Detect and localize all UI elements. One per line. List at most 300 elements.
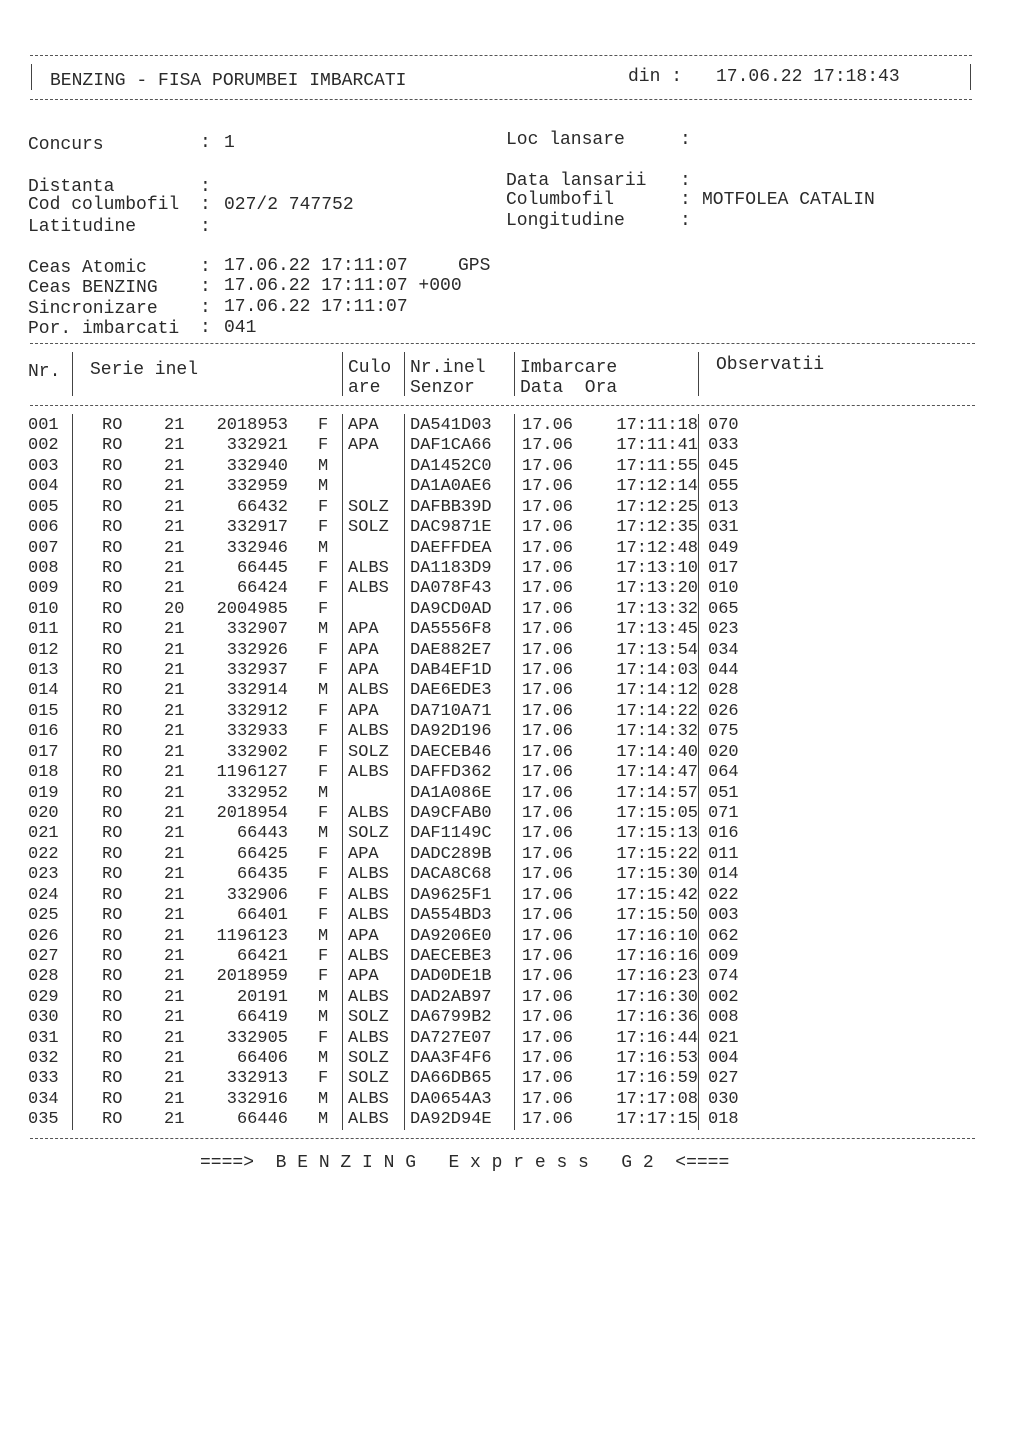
cell-time: 17:14:12 [616, 681, 698, 701]
cell-sex: M [318, 620, 329, 640]
cell-sensor: DAECEBE3 [410, 946, 492, 966]
cell-time: 17:15:22 [616, 844, 698, 864]
cell-time: 17:12:35 [616, 518, 698, 538]
table-row [28, 620, 978, 640]
cell-date: 17.06 [522, 416, 574, 435]
cell-year: 21 [164, 701, 185, 721]
cell-time: 17:13:10 [616, 558, 698, 578]
cell-time: 17:14:47 [616, 763, 698, 783]
cell-obs: 033 [708, 436, 739, 456]
cell-nr: 023 [28, 865, 59, 885]
cell-time: 17:14:03 [616, 661, 698, 681]
table-row [28, 457, 978, 477]
cell-country: RO [102, 783, 123, 803]
cell-date: 17.06 [522, 599, 574, 619]
cell-date: 17.06 [522, 885, 574, 905]
cell-country: RO [102, 620, 123, 640]
header-culoare-1: Culo [348, 358, 392, 378]
cell-country: RO [102, 1089, 123, 1109]
cell-year: 21 [164, 456, 185, 476]
cell-ring: 20191 [236, 987, 288, 1007]
cell-ring: 332916 [226, 1089, 288, 1109]
cell-ring: 66419 [236, 1008, 288, 1028]
latitudine-colon: : [200, 217, 211, 237]
cell-sensor: DAE6EDE3 [410, 681, 492, 701]
cell-country: RO [102, 1028, 123, 1048]
cell-nr: 028 [28, 967, 59, 987]
distanta-colon: : [200, 177, 211, 197]
cell-year: 21 [164, 1049, 185, 1069]
cell-obs: 074 [708, 967, 739, 987]
cell-sex: F [318, 599, 329, 619]
cell-ring: 2018953 [216, 416, 288, 435]
cell-nr: 001 [28, 416, 59, 435]
cell-ring: 332959 [226, 477, 288, 497]
cell-sensor: DA66DB65 [410, 1069, 492, 1089]
table-row [28, 988, 978, 1008]
table-row [28, 1110, 978, 1130]
cell-sex: M [318, 1110, 329, 1130]
cell-obs: 071 [708, 803, 739, 823]
cell-time: 17:11:18 [616, 416, 698, 435]
cell-ring: 332937 [226, 661, 288, 681]
cell-sex: F [318, 742, 329, 762]
cell-year: 21 [164, 844, 185, 864]
cell-obs: 062 [708, 926, 739, 946]
header-imbarcare: Imbarcare [520, 358, 618, 378]
table-header-bottom-border [30, 405, 975, 406]
cell-country: RO [102, 885, 123, 905]
cell-color: SOLZ [348, 497, 389, 517]
cell-time: 17:13:54 [616, 640, 698, 660]
cell-country: RO [102, 538, 123, 558]
cell-time: 17:14:57 [616, 783, 698, 803]
sincronizare-label: Sincronizare [28, 299, 158, 319]
cell-nr: 014 [28, 681, 59, 701]
cell-nr: 029 [28, 987, 59, 1007]
cell-sex: F [318, 579, 329, 599]
cell-year: 21 [164, 518, 185, 538]
cell-year: 21 [164, 946, 185, 966]
header-bottom-border [30, 99, 972, 100]
cell-nr: 011 [28, 620, 59, 640]
cell-sex: F [318, 844, 329, 864]
cell-obs: 020 [708, 742, 739, 762]
cell-nr: 018 [28, 763, 59, 783]
cell-date: 17.06 [522, 783, 574, 803]
cell-date: 17.06 [522, 1089, 574, 1109]
cell-date: 17.06 [522, 456, 574, 476]
cell-date: 17.06 [522, 538, 574, 558]
cell-nr: 020 [28, 803, 59, 823]
por-imbarcati-value: 041 [224, 318, 257, 338]
cell-ring: 332905 [226, 1028, 288, 1048]
cell-sex: M [318, 824, 329, 844]
header-nr: Nr. [28, 362, 61, 382]
table-row [28, 845, 978, 865]
table-row [28, 641, 978, 661]
cell-sex: M [318, 1089, 329, 1109]
cell-country: RO [102, 1049, 123, 1069]
cell-sex: F [318, 763, 329, 783]
cell-nr: 015 [28, 701, 59, 721]
table-row [28, 1090, 978, 1110]
cell-color: SOLZ [348, 518, 389, 538]
footer-text: ====> B E N Z I N G E x p r e s s G 2 <==== [200, 1153, 730, 1173]
cell-date: 17.06 [522, 497, 574, 517]
header-data-ora: Data Ora [520, 378, 618, 398]
cell-sex: F [318, 722, 329, 742]
cell-date: 17.06 [522, 640, 574, 660]
cell-ring: 66443 [236, 824, 288, 844]
header-culoare-2: are [348, 378, 381, 398]
cell-color: SOLZ [348, 1008, 389, 1028]
cell-sensor: DA1A086E [410, 783, 492, 803]
table-row [28, 886, 978, 906]
table-row [28, 743, 978, 763]
cell-color: APA [348, 640, 379, 660]
cell-sensor: DA078F43 [410, 579, 492, 599]
cell-nr: 030 [28, 1008, 59, 1028]
cell-time: 17:12:25 [616, 497, 698, 517]
cell-country: RO [102, 926, 123, 946]
cell-date: 17.06 [522, 661, 574, 681]
distanta-label: Distanta [28, 177, 115, 197]
cell-nr: 008 [28, 558, 59, 578]
header-nr-inel: Nr.inel [410, 358, 486, 378]
cell-sensor: DAC9871E [410, 518, 492, 538]
cell-time: 17:16:36 [616, 1008, 698, 1028]
cell-sensor: DA554BD3 [410, 906, 492, 926]
ceas-atomic-value: 17.06.22 17:11:07 [224, 256, 408, 276]
cell-obs: 023 [708, 620, 739, 640]
concurs-label: Concurs [28, 135, 104, 155]
cell-color: ALBS [348, 1028, 389, 1048]
cell-sensor: DA5556F8 [410, 620, 492, 640]
cell-sex: F [318, 701, 329, 721]
cell-color: APA [348, 844, 379, 864]
cell-country: RO [102, 824, 123, 844]
cell-date: 17.06 [522, 701, 574, 721]
header-right-border [970, 64, 971, 90]
cell-nr: 033 [28, 1069, 59, 1089]
cell-sensor: DADC289B [410, 844, 492, 864]
cell-ring: 66445 [236, 558, 288, 578]
cell-color: ALBS [348, 906, 389, 926]
cell-country: RO [102, 640, 123, 660]
table-row [28, 661, 978, 681]
cell-sex: M [318, 1049, 329, 1069]
table-row [28, 518, 978, 538]
cell-year: 21 [164, 987, 185, 1007]
cell-year: 21 [164, 640, 185, 660]
cell-obs: 002 [708, 987, 739, 1007]
cell-obs: 049 [708, 538, 739, 558]
cell-country: RO [102, 681, 123, 701]
cell-sensor: DAFBB39D [410, 497, 492, 517]
header-senzor: Senzor [410, 378, 475, 398]
cell-nr: 016 [28, 722, 59, 742]
cell-sensor: DAEFFDEA [410, 538, 492, 558]
cell-time: 17:14:22 [616, 701, 698, 721]
cell-country: RO [102, 967, 123, 987]
cell-color: ALBS [348, 681, 389, 701]
cell-date: 17.06 [522, 722, 574, 742]
cell-sex: F [318, 497, 329, 517]
cell-obs: 026 [708, 701, 739, 721]
cell-sensor: DA710A71 [410, 701, 492, 721]
cell-sex: F [318, 1069, 329, 1089]
table-top-border [30, 343, 975, 344]
cell-year: 21 [164, 926, 185, 946]
cell-sensor: DAA3F4F6 [410, 1049, 492, 1069]
cell-sensor: DA0654A3 [410, 1089, 492, 1109]
cell-nr: 024 [28, 885, 59, 905]
cell-year: 21 [164, 742, 185, 762]
cell-ring: 66424 [236, 579, 288, 599]
cell-sex: F [318, 865, 329, 885]
cell-color: ALBS [348, 987, 389, 1007]
cell-ring: 332912 [226, 701, 288, 721]
cell-time: 17:16:53 [616, 1049, 698, 1069]
por-imbarcati-label: Por. imbarcati [28, 319, 180, 339]
cell-sex: M [318, 1008, 329, 1028]
header-serie-inel: Serie inel [90, 360, 199, 380]
cell-year: 21 [164, 865, 185, 885]
cell-ring: 332906 [226, 885, 288, 905]
cell-sensor: DAB4EF1D [410, 661, 492, 681]
cell-time: 17:12:14 [616, 477, 698, 497]
cell-date: 17.06 [522, 946, 574, 966]
ceas-atomic-colon: : [200, 257, 211, 277]
cell-time: 17:13:20 [616, 579, 698, 599]
cell-color: SOLZ [348, 1069, 389, 1089]
longitudine-colon: : [680, 211, 691, 231]
cell-year: 21 [164, 538, 185, 558]
cell-country: RO [102, 742, 123, 762]
cell-date: 17.06 [522, 436, 574, 456]
cell-year: 21 [164, 967, 185, 987]
table-bottom-border [30, 1138, 975, 1139]
col-divider-nr-top [72, 352, 73, 396]
cell-ring: 332933 [226, 722, 288, 742]
cell-nr: 034 [28, 1089, 59, 1109]
cell-nr: 025 [28, 906, 59, 926]
cell-time: 17:17:08 [616, 1089, 698, 1109]
table-row [28, 947, 978, 967]
cell-nr: 009 [28, 579, 59, 599]
cell-date: 17.06 [522, 558, 574, 578]
cell-country: RO [102, 701, 123, 721]
cell-nr: 019 [28, 783, 59, 803]
cell-ring: 66421 [236, 946, 288, 966]
cell-color: SOLZ [348, 742, 389, 762]
cell-ring: 332940 [226, 456, 288, 476]
cell-date: 17.06 [522, 824, 574, 844]
cell-nr: 035 [28, 1110, 59, 1130]
cell-sensor: DA9206E0 [410, 926, 492, 946]
cod-columbofil-value: 027/2 747752 [224, 195, 354, 215]
cell-time: 17:14:32 [616, 722, 698, 742]
cell-sex: F [318, 906, 329, 926]
cell-year: 21 [164, 803, 185, 823]
cell-year: 21 [164, 885, 185, 905]
cell-color: ALBS [348, 763, 389, 783]
table-row [28, 477, 978, 497]
table-row [28, 906, 978, 926]
table-row [28, 763, 978, 783]
cell-obs: 034 [708, 640, 739, 660]
cell-country: RO [102, 722, 123, 742]
cell-ring: 332914 [226, 681, 288, 701]
header-top-border [30, 55, 972, 56]
table-row [28, 539, 978, 559]
table-row [28, 722, 978, 742]
table-row [28, 1069, 978, 1089]
din-value: 17.06.22 17:18:43 [716, 67, 900, 87]
cell-sex: M [318, 456, 329, 476]
cell-time: 17:15:05 [616, 803, 698, 823]
cell-color: APA [348, 701, 379, 721]
cell-obs: 027 [708, 1069, 739, 1089]
cell-year: 21 [164, 1089, 185, 1109]
cell-date: 17.06 [522, 1049, 574, 1069]
cell-color: APA [348, 967, 379, 987]
sincronizare-value: 17.06.22 17:11:07 [224, 297, 408, 317]
cell-ring: 66432 [236, 497, 288, 517]
cell-time: 17:16:10 [616, 926, 698, 946]
cell-nr: 002 [28, 436, 59, 456]
cell-ring: 332952 [226, 783, 288, 803]
cell-country: RO [102, 518, 123, 538]
cell-color: APA [348, 436, 379, 456]
longitudine-label: Longitudine [506, 211, 625, 231]
ceas-benzing-value: 17.06.22 17:11:07 +000 [224, 276, 462, 296]
cell-color: SOLZ [348, 1049, 389, 1069]
cell-nr: 013 [28, 661, 59, 681]
cell-color: ALBS [348, 722, 389, 742]
cell-obs: 017 [708, 558, 739, 578]
cell-ring: 2004985 [216, 599, 288, 619]
cell-time: 17:16:44 [616, 1028, 698, 1048]
cell-obs: 022 [708, 885, 739, 905]
data-lansarii-colon: : [680, 171, 691, 191]
cod-columbofil-label: Cod columbofil [28, 195, 180, 215]
loc-lansare-colon: : [680, 130, 691, 150]
cell-year: 21 [164, 681, 185, 701]
cell-year: 21 [164, 906, 185, 926]
cell-obs: 065 [708, 599, 739, 619]
ceas-atomic-suffix: GPS [458, 256, 491, 276]
cell-sex: M [318, 987, 329, 1007]
cell-obs: 075 [708, 722, 739, 742]
cell-time: 17:17:15 [616, 1110, 698, 1130]
columbofil-colon: : [680, 190, 691, 210]
cell-time: 17:12:48 [616, 538, 698, 558]
cell-ring: 332902 [226, 742, 288, 762]
cell-obs: 003 [708, 906, 739, 926]
cell-year: 21 [164, 477, 185, 497]
table-row [28, 804, 978, 824]
cell-sex: M [318, 477, 329, 497]
concurs-colon: : [200, 133, 211, 153]
cell-country: RO [102, 803, 123, 823]
cell-ring: 1196127 [216, 763, 288, 783]
latitudine-label: Latitudine [28, 217, 137, 237]
cell-sensor: DAECEB46 [410, 742, 492, 762]
cell-year: 21 [164, 1008, 185, 1028]
cell-date: 17.06 [522, 620, 574, 640]
cell-time: 17:15:50 [616, 906, 698, 926]
cell-ring: 2018954 [216, 803, 288, 823]
cell-sensor: DA9625F1 [410, 885, 492, 905]
cell-sex: M [318, 538, 329, 558]
cell-date: 17.06 [522, 579, 574, 599]
din-label: din : [628, 67, 683, 87]
cell-country: RO [102, 1110, 123, 1130]
table-row [28, 1029, 978, 1049]
cell-country: RO [102, 661, 123, 681]
cell-ring: 1196123 [216, 926, 288, 946]
cell-time: 17:16:16 [616, 946, 698, 966]
cell-year: 21 [164, 763, 185, 783]
cell-year: 21 [164, 1028, 185, 1048]
table-row [28, 681, 978, 701]
cell-obs: 013 [708, 497, 739, 517]
cell-country: RO [102, 477, 123, 497]
cell-obs: 010 [708, 579, 739, 599]
ceas-benzing-label: Ceas BENZING [28, 278, 158, 298]
cell-year: 21 [164, 1110, 185, 1130]
columbofil-label: Columbofil [506, 190, 615, 210]
cell-ring: 332907 [226, 620, 288, 640]
cell-date: 17.06 [522, 844, 574, 864]
cell-sensor: DAFFD362 [410, 763, 492, 783]
cell-time: 17:11:41 [616, 436, 698, 456]
cell-obs: 051 [708, 783, 739, 803]
cell-sensor: DAF1149C [410, 824, 492, 844]
cell-color: SOLZ [348, 824, 389, 844]
cell-color: ALBS [348, 865, 389, 885]
cell-date: 17.06 [522, 865, 574, 885]
cell-obs: 009 [708, 946, 739, 966]
table-row [28, 1008, 978, 1028]
table-row [28, 1049, 978, 1069]
cell-sensor: DAD2AB97 [410, 987, 492, 1007]
table-row [28, 702, 978, 722]
table-row [28, 579, 978, 599]
cell-obs: 030 [708, 1089, 739, 1109]
cell-date: 17.06 [522, 681, 574, 701]
cell-country: RO [102, 599, 123, 619]
cell-color: ALBS [348, 885, 389, 905]
cell-sensor: DAD0DE1B [410, 967, 492, 987]
cell-ring: 332946 [226, 538, 288, 558]
cell-color: ALBS [348, 946, 389, 966]
cell-country: RO [102, 946, 123, 966]
col-divider-serie-top [342, 352, 343, 396]
cell-ring: 332913 [226, 1069, 288, 1089]
cell-year: 21 [164, 661, 185, 681]
cell-sensor: DA92D196 [410, 722, 492, 742]
cell-sensor: DA6799B2 [410, 1008, 492, 1028]
cell-obs: 055 [708, 477, 739, 497]
cell-nr: 003 [28, 456, 59, 476]
cell-country: RO [102, 558, 123, 578]
cod-columbofil-colon: : [200, 195, 211, 215]
cell-date: 17.06 [522, 518, 574, 538]
cell-date: 17.06 [522, 926, 574, 946]
